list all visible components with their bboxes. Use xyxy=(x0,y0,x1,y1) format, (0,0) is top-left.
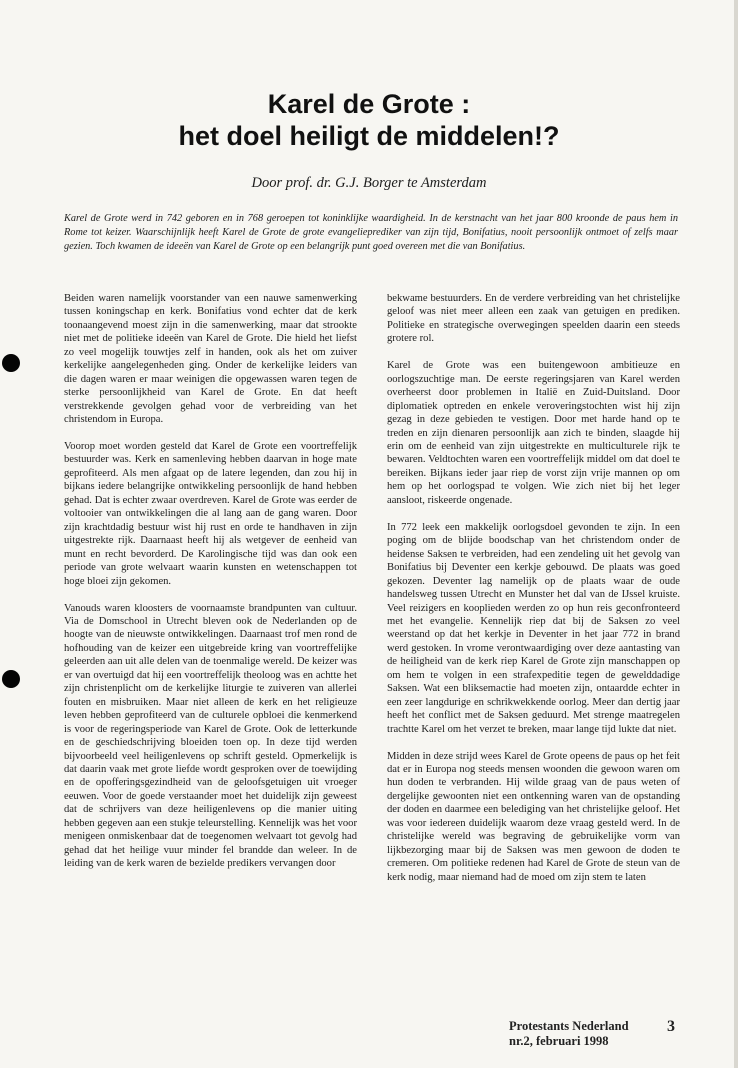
byline: Door prof. dr. G.J. Borger te Amsterdam xyxy=(251,175,487,191)
paragraph: Vanouds waren kloosters de voornaamste brandpunten van cultuur. Via de Domschool in Utrecht bleven ook de Nederlanden op de hoogte van de nieuwste ontwikkelingen. Daarnaast trof men rond de hofhouding van de keizer een uitgebreide kring van voortreffelijke geleerden aan uit alle delen van de toenmalige wereld. De keizer was er van overtuigd dat hij een voortreffelijk theoloog was en achtte het zijn christenplicht om de kerkelijke liturgie te zuiveren van allerlei fouten en misbruiken. Maar niet alleen de kerk en het religieuze leven hebben geprofiteerd van de culturele opbloei die kenmerkend is voor de regeringsperiode van Karel de Grote. Ook de letterkunde en de geschiedschrijving bloeiden toen op. In deze tijd werden bijvoorbeeld veel heiligenlevens op schrift gesteld. Opmerkelijk is dat daarin vaak met grote liefde wordt gesproken over de toewijding en de opofferingsgezindheid van de geloofsgetuigen uit vroeger eeuwen. Voor de goede verstaander moet het duidelijk zijn geweest dat de schrijvers van deze heiligenlevens op die manier uiting hebben gegeven aan een stukje teleurstelling. Kennelijk was het voor menigeen onmiskenbaar dat de toegenomen welvaart tot gevolg had gehad dat het heilige vuur minder fel brandde dan weleer. In de leiding van de kerk waren de bezielde predikers vervangen door xyxy=(64,602,357,870)
paragraph: Voorop moet worden gesteld dat Karel de Grote een voortreffelijk bestuurder was. Kerk en samenleving hebben daarvan in hoge mate geprofiteerd. Als men afgaat op de latere legenden, dan zou hij in bijkans iedere belangrijke ontwikkeling persoonlijk de hand hebben gehad. Dat is echter zwaar overdreven. Karel de Grote was eerder de voltooier van ontwikkelingen die al lang aan de gang waren. Door zijn krachtdadig bestuur wist hij rust en orde te handhaven in zijn uitgestrekte rijk. Daarnaast heeft hij als wetgever de eenheid van munt en recht bevorderd. De Karolingische tijd was dan ook een periode van grote welvaart waarin kunsten en wetenschappen tot hoge bloei zijn gekomen. xyxy=(64,441,357,587)
issue-info: nr.2, februari 1998 xyxy=(509,1034,609,1048)
title-line-1: Karel de Grote : xyxy=(267,89,471,119)
intro-paragraph: Karel de Grote werd in 742 geboren en in 768 geroepen tot koninklijke waardigheid. In de kerstnacht van het jaar 800 kroonde de paus hem in Rome tot keizer. Waarschijnlijk heeft Karel de Grote de grote evangelieprediker van zijn tijd, Bonifatius, nooit persoonlijk ontmoet of zelfs maar gezien. Toch kwamen de ideeën van Karel de Grote op een belangrijk punt goed overeen met die van Bonifatius. xyxy=(64,213,678,253)
paragraph: Midden in deze strijd wees Karel de Grote opeens de paus op het feit dat er in Europa nog steeds mensen woonden die gewoon waren om hun doden te verbranden. Hij wilde graag van de paus weten of dergelijke gewoonten niet een ontkenning waren van de opstanding der doden en daarmee een belediging van het christelijke geloof. Het was voor iedereen duidelijk waarom deze vraag gesteld werd. In de christelijke wereld was begraving de gebruikelijke vorm van lijkbezorging maar bij de Saksen was men gewoon de doden te cremeren. Om politieke redenen had Karel de Grote de steun van de kerk nodig, maar niemand had de moed om zijn stem te laten xyxy=(387,750,680,883)
page-number: 3 xyxy=(667,1018,675,1035)
left-column xyxy=(64,292,357,884)
title-line-2: het doel heiligt de middelen!? xyxy=(178,121,560,151)
right-column xyxy=(387,292,680,898)
publication-name: Protestants Nederland xyxy=(509,1019,629,1033)
paragraph: Beiden waren namelijk voorstander van een nauwe samenwerking tussen koningschap en kerk. Bonifatius vond echter dat de kerk toonaangevend moest zijn in die samenwerking, maar dat strookte niet met de politieke ideeën van Karel de Grote. Die hield het liefst zo veel mogelijk touwtjes zelf in handen, ook als het om zuiver kerkelijke aangelegenheden ging. Onder de kerkelijke leiders van die dagen waren er maar weinigen die opgewassen waren tegen de sterke persoonlijkheid van Karel de Grote. En dat heeft verstrekkende gevolgen gehad voor de verbreiding van het christendom in Europa. xyxy=(64,293,357,426)
punch-hole-top xyxy=(2,354,20,372)
paragraph: In 772 leek een makkelijk oorlogsdoel gevonden te zijn. In een poging om de blijde boodschap van het christendom onder de heidense Saksen te verbreiden, had een zendeling uit het gevolg van Bonifatius bij Deventer een kerkje gebouwd. De plaats was goed gekozen. Deventer lag namelijk op de plaats waar de oude handelsweg tussen Utrecht en Munster het dal van de IJssel kruiste. Veel reizigers en kooplieden werden zo op hun reis geconfronteerd met het evangelie. Kennelijk riep dat bij de Saksen zo veel weerstand op dat het kerkje in Deventer in het jaar 772 in brand werd gestoken. In vrome verontwaardiging over deze aantasting van de heiligheid van de kerk riep Karel de Grote zijn manschappen op om hem te volgen in een strafexpeditie tegen de gewelddadige Saksen. Wat een bliksemactie had moeten zijn, ontaardde echter in een zeer langdurige en schrikwekkende oorlog. Meer dan dertig jaar heeft het conflict met de Saksen geduurd. Met strenge maatregelen trachtte Karel om het verzet te breken, maar lange tijd lukte dat niet. xyxy=(387,521,680,735)
paragraph: bekwame bestuurders. En de verdere verbreiding van het christelijke geloof was niet meer alleen een zaak van getuigen en prediken. Politieke en strategische overwegingen speelden daarin een steeds grotere rol. xyxy=(387,293,680,345)
punch-hole-bottom xyxy=(2,670,20,688)
paragraph: Karel de Grote was een buitengewoon ambitieuze en oorlogszuchtige man. De eerste regeringsjaren van Karel werden overheerst door problemen in Italië en Zuid-Duitsland. Door diplomatiek optreden en enkele veroveringstochten wist hij zijn gezag in deze gebieden te vestigen. Door met harde hand op te treden en zijn dienaren persoonlijk aan zich te binden, slaagde hij erin om de eenheid van zijn uitgestrekte en multiculturele rijk te bewaren. Veldtochten waren een voortreffelijk middel om dat doel te bereiken. Bijkans ieder jaar riep de vorst zijn vrije mannen op om hem op het oorlogspad te volgen. Wie zich niet bij het leger aansloot, riskeerde ongenade. xyxy=(387,360,680,506)
article-title xyxy=(0,88,738,152)
publication-footer xyxy=(509,1019,629,1049)
page-edge xyxy=(734,0,738,1068)
